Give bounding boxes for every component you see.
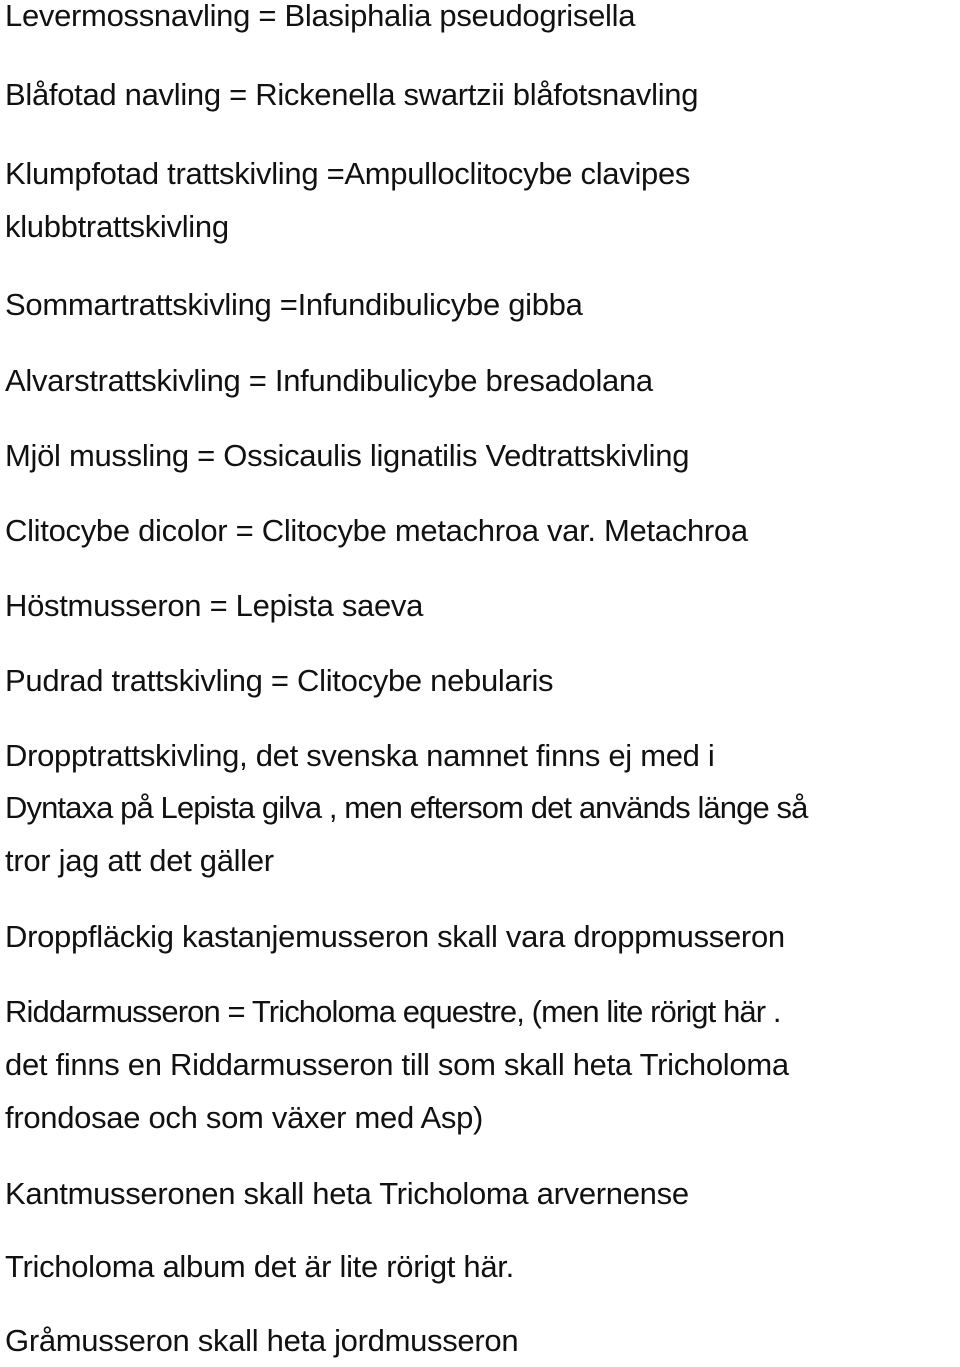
text-line: tror jag att det gäller xyxy=(5,843,274,878)
text-line: Klumpfotad trattskivling =Ampulloclitocybe clavipes xyxy=(5,156,691,191)
text-line: Kantmusseronen skall heta Tricholoma arvernense xyxy=(5,1176,689,1211)
text-line: Riddarmusseron = Tricholoma equestre, (men lite rörigt här . xyxy=(5,994,781,1029)
text-line: Sommartrattskivling =Infundibulicybe gibba xyxy=(5,287,583,322)
text-line: Mjöl mussling = Ossicaulis lignatilis Vedtrattskivling xyxy=(5,438,690,473)
text-line: Höstmusseron = Lepista saeva xyxy=(5,588,424,623)
text-line: det finns en Riddarmusseron till som skall heta Tricholoma xyxy=(5,1047,789,1082)
text-line: Levermossnavling = Blasiphalia pseudogrisella xyxy=(5,0,636,33)
text-line: Blåfotad navling = Rickenella swartzii blåfotsnavling xyxy=(5,77,699,112)
text-line: Pudrad trattskivling = Clitocybe nebularis xyxy=(5,663,554,698)
text-line: Alvarstrattskivling = Infundibulicybe bresadolana xyxy=(5,363,653,398)
text-line: Droppfläckig kastanjemusseron skall vara droppmusseron xyxy=(5,919,785,954)
text-line: Clitocybe dicolor = Clitocybe metachroa var. Metachroa xyxy=(5,513,748,548)
text-line: Dropptrattskivling, det svenska namnet finns ej med i xyxy=(5,738,715,773)
text-line: Gråmusseron skall heta jordmusseron xyxy=(5,1323,519,1358)
text-line: Tricholoma album det är lite rörigt här. xyxy=(5,1249,514,1284)
text-line: klubbtrattskivling xyxy=(5,209,229,244)
text-line: Dyntaxa på Lepista gilva , men eftersom det används länge så xyxy=(5,790,808,825)
text-line: frondosae och som växer med Asp) xyxy=(5,1100,484,1135)
